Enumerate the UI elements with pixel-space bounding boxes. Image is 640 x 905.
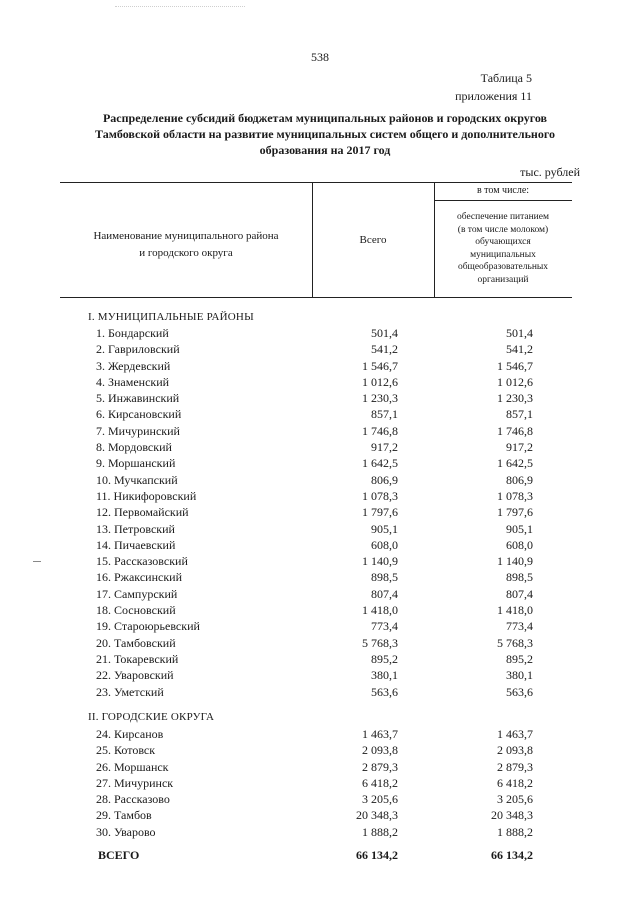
row-name: 16. Ржаксинский: [96, 570, 182, 585]
total-row: [0, 848, 640, 866]
row-total: 895,2: [371, 651, 398, 666]
column-header-total: Всего: [359, 234, 387, 246]
table-row: [0, 341, 640, 357]
row-name: 25. Котовск: [96, 743, 156, 758]
row-food: 1 078,3: [497, 488, 533, 503]
table-row: [0, 586, 640, 602]
row-food: 1 546,7: [497, 358, 533, 373]
appendix-reference: приложения 11: [455, 89, 532, 103]
row-name: 22. Уваровский: [96, 668, 174, 683]
table-row: [0, 488, 640, 504]
row-total: 541,2: [371, 342, 398, 357]
row-food: 1 012,6: [497, 374, 533, 389]
row-name: 17. Сампурский: [96, 586, 178, 601]
row-name: 21. Токаревский: [96, 651, 179, 666]
row-total: 5 768,3: [362, 635, 398, 650]
row-name: 10. Мучкапский: [96, 472, 178, 487]
row-name: 8. Мордовский: [96, 440, 172, 455]
row-total: 807,4: [371, 586, 398, 601]
row-total: 917,2: [371, 440, 398, 455]
column-header-name: [60, 228, 312, 262]
row-food: 501,4: [506, 326, 533, 340]
row-total: 1 230,3: [362, 391, 398, 406]
row-food: 1 230,3: [497, 391, 533, 406]
row-name: 29. Тамбов: [96, 808, 152, 823]
row-food: 1 140,9: [497, 554, 533, 569]
table-row: [0, 742, 640, 758]
page-number: 538: [311, 50, 329, 64]
row-name: 27. Мичуринск: [96, 775, 174, 790]
row-food: 895,2: [506, 651, 533, 666]
header-line: и городского округа: [139, 247, 233, 259]
row-name: 9. Моршанский: [96, 456, 176, 471]
table-row: [0, 684, 640, 700]
row-total: 1 463,7: [362, 727, 398, 741]
city-rows: [0, 726, 640, 840]
row-name: 15. Рассказовский: [96, 554, 188, 569]
scan-artifact: [115, 6, 245, 11]
subheader-divider: [434, 200, 572, 201]
row-food: 898,5: [506, 570, 533, 585]
table-row: [0, 791, 640, 807]
row-total: 2 093,8: [362, 743, 398, 758]
header-line: организаций: [477, 274, 529, 285]
row-food: 773,4: [506, 619, 533, 634]
column-header-food: [436, 211, 570, 287]
row-name: 24. Кирсанов: [96, 727, 164, 741]
table-row: [0, 537, 640, 553]
row-name: 30. Уварово: [96, 824, 156, 839]
row-total: 6 418,2: [362, 775, 398, 790]
row-food: 905,1: [506, 521, 533, 536]
title-line: образования на 2017 год: [259, 143, 391, 157]
row-name: 20. Тамбовский: [96, 635, 176, 650]
row-total: 773,4: [371, 619, 398, 634]
table-header-bottom-border: [60, 297, 572, 298]
table-row: [0, 651, 640, 667]
row-food: 541,2: [506, 342, 533, 357]
total-food-value: 66 134,2: [491, 848, 533, 862]
row-name: 5. Инжавинский: [96, 391, 180, 406]
row-name: 6. Кирсановский: [96, 407, 182, 422]
row-food: 1 642,5: [497, 456, 533, 471]
row-food: 1 888,2: [497, 824, 533, 839]
row-total: 380,1: [371, 668, 398, 683]
table-row: [0, 472, 640, 488]
row-total: 2 879,3: [362, 759, 398, 774]
row-name: 18. Сосновский: [96, 603, 176, 618]
table-row: [0, 504, 640, 520]
row-food: 380,1: [506, 668, 533, 683]
table-row: [0, 439, 640, 455]
row-name: 1. Бондарский: [96, 326, 169, 340]
header-line: обучающихся: [475, 237, 531, 248]
header-line: общеобразовательных: [457, 262, 549, 273]
table-row: [0, 390, 640, 406]
row-food: 857,1: [506, 407, 533, 422]
document-title: [55, 110, 595, 158]
table-row: [0, 423, 640, 439]
row-name: 2. Гавриловский: [96, 342, 180, 357]
title-line: Распределение субсидий бюджетам муниципальных районов и городских округов: [102, 111, 548, 125]
row-total: 1 418,0: [362, 603, 398, 618]
row-food: 608,0: [506, 537, 533, 552]
table-row: [0, 553, 640, 569]
table-row: [0, 824, 640, 840]
row-name: 4. Знаменский: [96, 374, 170, 389]
row-food: 20 348,3: [491, 808, 533, 823]
row-food: 5 768,3: [497, 635, 533, 650]
header-line: Наименование муниципального района: [93, 230, 279, 242]
row-name: 23. Уметский: [96, 684, 164, 699]
table-row: [0, 374, 640, 390]
row-total: 1 012,6: [362, 374, 398, 389]
row-total: 1 888,2: [362, 824, 398, 839]
section-title-cities: II. ГОРОДСКИЕ ОКРУГА: [88, 711, 215, 723]
row-total: 20 348,3: [356, 808, 398, 823]
row-total: 905,1: [371, 521, 398, 536]
row-total: 1 797,6: [362, 505, 398, 520]
row-name: 19. Староюрьевский: [96, 619, 200, 634]
table-row: [0, 521, 640, 537]
units-label: тыс. рублей: [520, 165, 580, 179]
table-row: [0, 455, 640, 471]
row-food: 1 418,0: [497, 603, 533, 618]
row-total: 1 746,8: [362, 423, 398, 438]
row-food: 2 093,8: [497, 743, 533, 758]
row-total: 1 546,7: [362, 358, 398, 373]
margin-mark: [33, 561, 41, 562]
row-food: 806,9: [506, 472, 533, 487]
table-row: [0, 807, 640, 823]
row-food: 6 418,2: [497, 775, 533, 790]
row-food: 2 879,3: [497, 759, 533, 774]
total-label: ВСЕГО: [98, 848, 140, 862]
section-title-districts: I. МУНИЦИПАЛЬНЫЕ РАЙОНЫ: [88, 311, 254, 323]
table-row: [0, 618, 640, 634]
row-name: 14. Пичаевский: [96, 537, 176, 552]
row-total: 608,0: [371, 537, 398, 552]
table-row: [0, 775, 640, 791]
row-total: 1 140,9: [362, 554, 398, 569]
row-food: 3 205,6: [497, 792, 533, 807]
row-name: 26. Моршанск: [96, 759, 169, 774]
table-row: [0, 569, 640, 585]
row-total: 806,9: [371, 472, 398, 487]
row-total: 501,4: [371, 326, 398, 340]
table-row: [0, 726, 640, 742]
district-rows: [0, 325, 640, 700]
row-name: 3. Жердевский: [96, 358, 171, 373]
table-row: [0, 602, 640, 618]
table-row: [0, 358, 640, 374]
total-value: 66 134,2: [356, 848, 398, 862]
row-food: 563,6: [506, 684, 533, 699]
header-line: обеспечение питанием: [457, 212, 549, 222]
row-name: 7. Мичуринский: [96, 423, 180, 438]
row-total: 857,1: [371, 407, 398, 422]
row-total: 898,5: [371, 570, 398, 585]
row-name: 12. Первомайский: [96, 505, 189, 520]
table-row: [0, 667, 640, 683]
header-line: (в том числе молоком): [457, 224, 549, 235]
table-row: [0, 325, 640, 341]
row-food: 1 797,6: [497, 505, 533, 520]
column-header-including: в том числе:: [476, 185, 530, 196]
header-line: муниципальных: [470, 249, 536, 260]
table-reference: Таблица 5: [480, 71, 532, 85]
row-food: 1 746,8: [497, 423, 533, 438]
table-row: [0, 406, 640, 422]
row-total: 563,6: [371, 684, 398, 699]
row-food: 807,4: [506, 586, 533, 601]
row-total: 3 205,6: [362, 792, 398, 807]
row-name: 11. Никифоровский: [96, 488, 197, 503]
table-row: [0, 759, 640, 775]
row-food: 917,2: [506, 440, 533, 455]
title-line: Тамбовской области на развитие муниципальных систем общего и дополнительного: [95, 127, 555, 141]
table-row: [0, 635, 640, 651]
row-name: 13. Петровский: [96, 521, 175, 536]
table-top-border: [60, 182, 572, 183]
row-total: 1 642,5: [362, 456, 398, 471]
row-name: 28. Рассказово: [96, 792, 170, 807]
row-total: 1 078,3: [362, 488, 398, 503]
row-food: 1 463,7: [497, 727, 533, 741]
